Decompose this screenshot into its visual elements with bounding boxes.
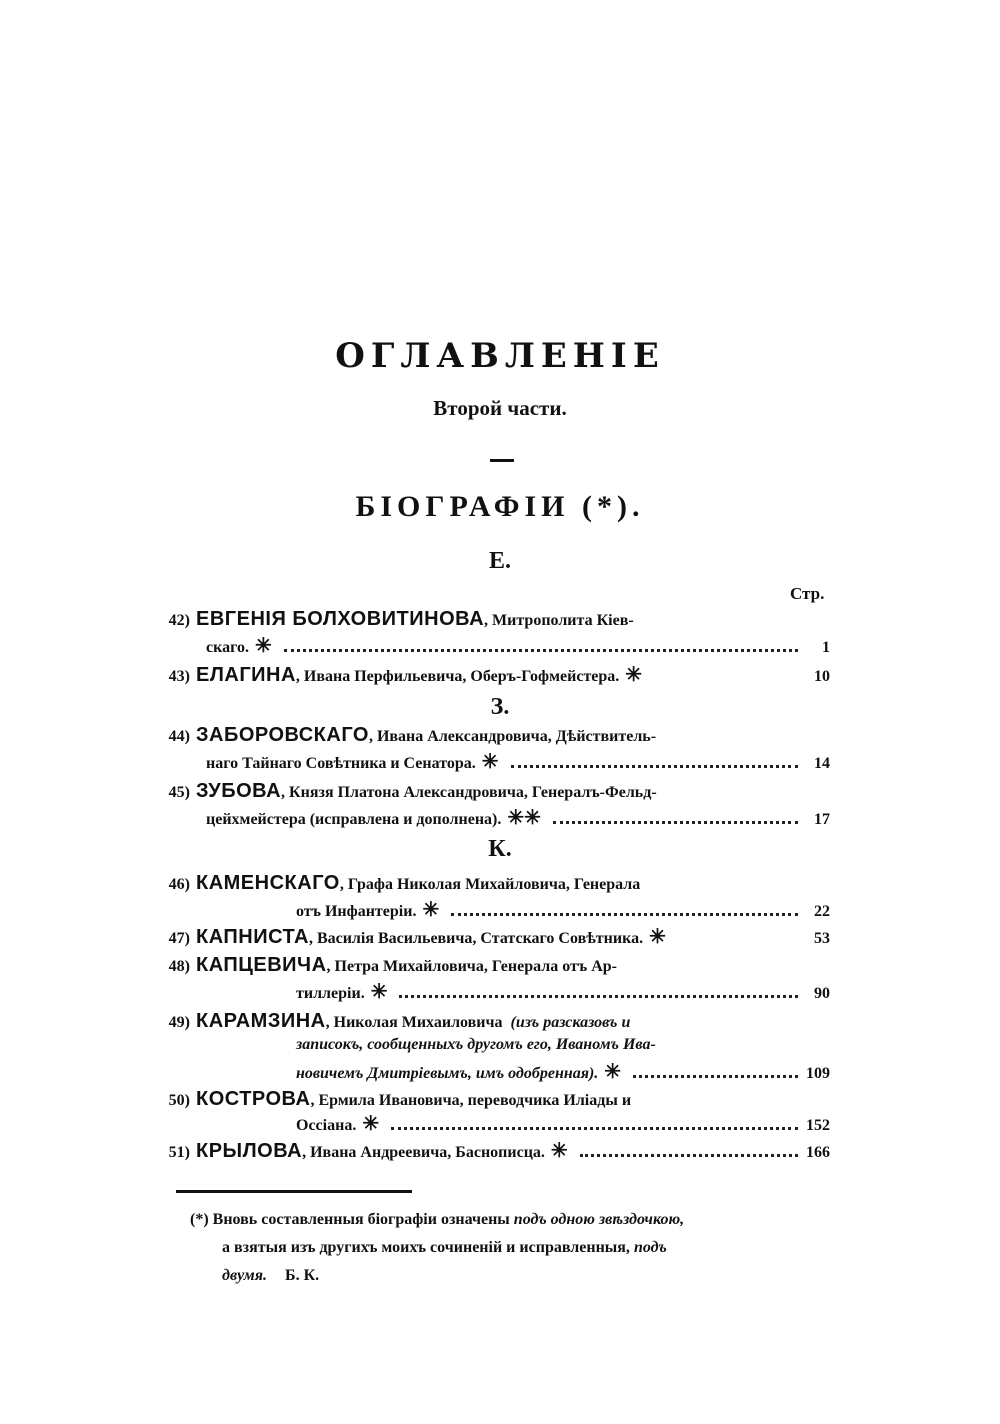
footnote-line-3	[222, 1262, 622, 1290]
entry-desc-cont: наго Тайнаго Совѣтника и Сенатора.	[206, 755, 476, 772]
entry-number: 46)	[168, 876, 190, 893]
toc-entry-51[interactable]	[150, 1140, 830, 1163]
entry-number: 50)	[168, 1092, 190, 1109]
entry-desc-italic: новичемъ Дмитріевымъ, имъ одобренная).	[296, 1065, 599, 1082]
entry-desc-italic: (изъ разсказовъ и	[510, 1014, 631, 1031]
asterisk-icon: ✳	[550, 1140, 568, 1162]
footnote-divider	[176, 1190, 412, 1193]
entry-desc: , Митрополита Кіев-	[484, 612, 634, 629]
entry-desc-cont: скаго.	[206, 639, 249, 656]
footnote-text-italic: подъ	[633, 1239, 667, 1256]
entry-name: КАПНИСТА	[196, 926, 309, 948]
entry-name: ЗАБОРОВСКАГО	[196, 724, 369, 746]
entry-name: ЕВГЕНІЯ БОЛХОВИТИНОВА	[196, 608, 485, 630]
page-number: 90	[814, 985, 830, 1002]
toc-entry-42[interactable]	[150, 608, 790, 631]
asterisk-icon: ✳	[507, 807, 525, 829]
toc-entry-49-cont2[interactable]	[296, 1062, 830, 1083]
entry-number: 44)	[168, 728, 190, 745]
entry-number: 42)	[168, 612, 190, 629]
page-title: ОГЛАВЛЕНІЕ	[335, 336, 665, 376]
footnote-text: а взятыя изъ другихъ моихъ сочиненій и исправленныя,	[222, 1239, 630, 1256]
page-number: 14	[814, 755, 830, 772]
page-subtitle: Второй части.	[433, 396, 567, 420]
toc-entry-45[interactable]	[150, 780, 790, 803]
letter-heading-k: К.	[488, 836, 512, 862]
entry-desc: , Ермила Ивановича, переводчика Иліады и	[310, 1092, 632, 1109]
entry-number: 43)	[168, 668, 190, 685]
leader-dots	[399, 995, 798, 998]
page-number: 10	[814, 668, 830, 685]
toc-entry-44[interactable]	[150, 724, 790, 747]
page-number: 109	[806, 1065, 830, 1082]
asterisk-icon: ✳	[625, 664, 643, 686]
footnote-line-1	[190, 1206, 840, 1234]
asterisk-icon: ✳	[524, 807, 541, 829]
page-number: 166	[806, 1144, 830, 1161]
entry-name: КАРАМЗИНА	[196, 1010, 326, 1032]
toc-entry-45-cont[interactable]	[206, 808, 830, 829]
footnote-text: (*) Вновь составленныя біографіи означены	[190, 1211, 510, 1228]
entry-desc-cont: отъ Инфантеріи.	[296, 903, 417, 920]
entry-name: КРЫЛОВА	[196, 1140, 303, 1162]
section-title: БІОГРАФІИ (*).	[355, 490, 645, 523]
toc-entry-46[interactable]	[150, 872, 790, 895]
page-column-label: Стр.	[790, 584, 825, 603]
toc-entry-50[interactable]	[150, 1088, 790, 1111]
leader-dots	[580, 1154, 798, 1157]
asterisk-icon: ✳	[362, 1113, 380, 1135]
entry-name: КОСТРОВА	[196, 1088, 311, 1110]
entry-name: КАПЦЕВИЧА	[196, 954, 327, 976]
entry-desc: , Николая Михаиловича	[325, 1014, 503, 1031]
leader-dots	[553, 821, 798, 824]
page-number: 53	[814, 930, 830, 947]
entry-desc: , Князя Платона Александровича, Генералъ-Фельд-	[281, 784, 657, 801]
leader-dots	[511, 765, 798, 768]
entry-desc: , Ивана Александровича, Дѣйствитель-	[368, 728, 657, 745]
toc-entry-44-cont[interactable]	[206, 752, 830, 773]
entry-number: 48)	[168, 958, 190, 975]
footnote-signature: Б. К.	[285, 1267, 320, 1284]
entry-desc: , Ивана Перфильевича, Оберъ-Гофмейстера.	[295, 668, 620, 685]
entry-desc-cont: цейхмейстера (исправлена и дополнена).	[206, 811, 502, 828]
leader-dots	[451, 913, 798, 916]
entry-desc: , Василія Васильевича, Статскаго Совѣтника.	[308, 930, 644, 947]
page-number: 22	[814, 903, 830, 920]
toc-entry-50-cont[interactable]	[296, 1114, 830, 1135]
asterisk-icon: ✳	[422, 899, 440, 921]
entry-desc-cont: Оссіана.	[296, 1117, 357, 1134]
asterisk-icon: ✳	[481, 751, 499, 773]
page-number: 17	[814, 811, 830, 828]
entry-number: 45)	[168, 784, 190, 801]
entry-desc: , Петра Михайловича, Генерала отъ Ар-	[326, 958, 617, 975]
entry-desc-italic: записокъ, сообщенныхъ другомъ его, Иваномъ Ива-	[296, 1036, 656, 1053]
leader-dots	[633, 1075, 798, 1078]
asterisk-icon: ✳	[370, 981, 388, 1003]
entry-number: 49)	[168, 1014, 190, 1031]
toc-entry-46-cont[interactable]	[296, 900, 830, 921]
leader-dots	[391, 1127, 798, 1130]
footnote-text-italic: подъ одною звѣздочкою,	[513, 1211, 685, 1228]
asterisk-icon: ✳	[254, 635, 272, 657]
divider-short	[490, 459, 514, 462]
toc-entry-48[interactable]	[150, 954, 790, 977]
entry-name: КАМЕНСКАГО	[196, 872, 340, 894]
toc-entry-47[interactable]	[150, 926, 830, 949]
toc-entry-49-cont[interactable]	[296, 1036, 790, 1054]
letter-heading-e: Е.	[488, 548, 511, 574]
page-number: 1	[822, 639, 830, 656]
leader-dots	[284, 649, 798, 652]
footnote-line-2	[222, 1234, 842, 1262]
footnote-text-italic: двумя.	[222, 1267, 267, 1284]
toc-entry-48-cont[interactable]	[296, 982, 830, 1003]
entry-name: ЕЛАГИНА	[196, 664, 296, 686]
entry-desc: , Графа Николая Михайловича, Генерала	[339, 876, 641, 893]
entry-name: ЗУБОВА	[196, 780, 282, 802]
asterisk-icon: ✳	[604, 1061, 622, 1083]
entry-desc: , Ивана Андреевича, Баснописца.	[302, 1144, 545, 1161]
entry-number: 51)	[168, 1144, 190, 1161]
toc-entry-49[interactable]	[150, 1010, 790, 1033]
asterisk-icon: ✳	[649, 926, 666, 948]
letter-heading-z: З.	[490, 694, 510, 720]
toc-entry-43[interactable]	[150, 664, 830, 687]
entry-desc-cont: тиллеріи.	[296, 985, 365, 1002]
entry-number: 47)	[168, 930, 190, 947]
toc-entry-42-cont[interactable]	[206, 636, 830, 657]
page-number: 152	[806, 1117, 830, 1134]
